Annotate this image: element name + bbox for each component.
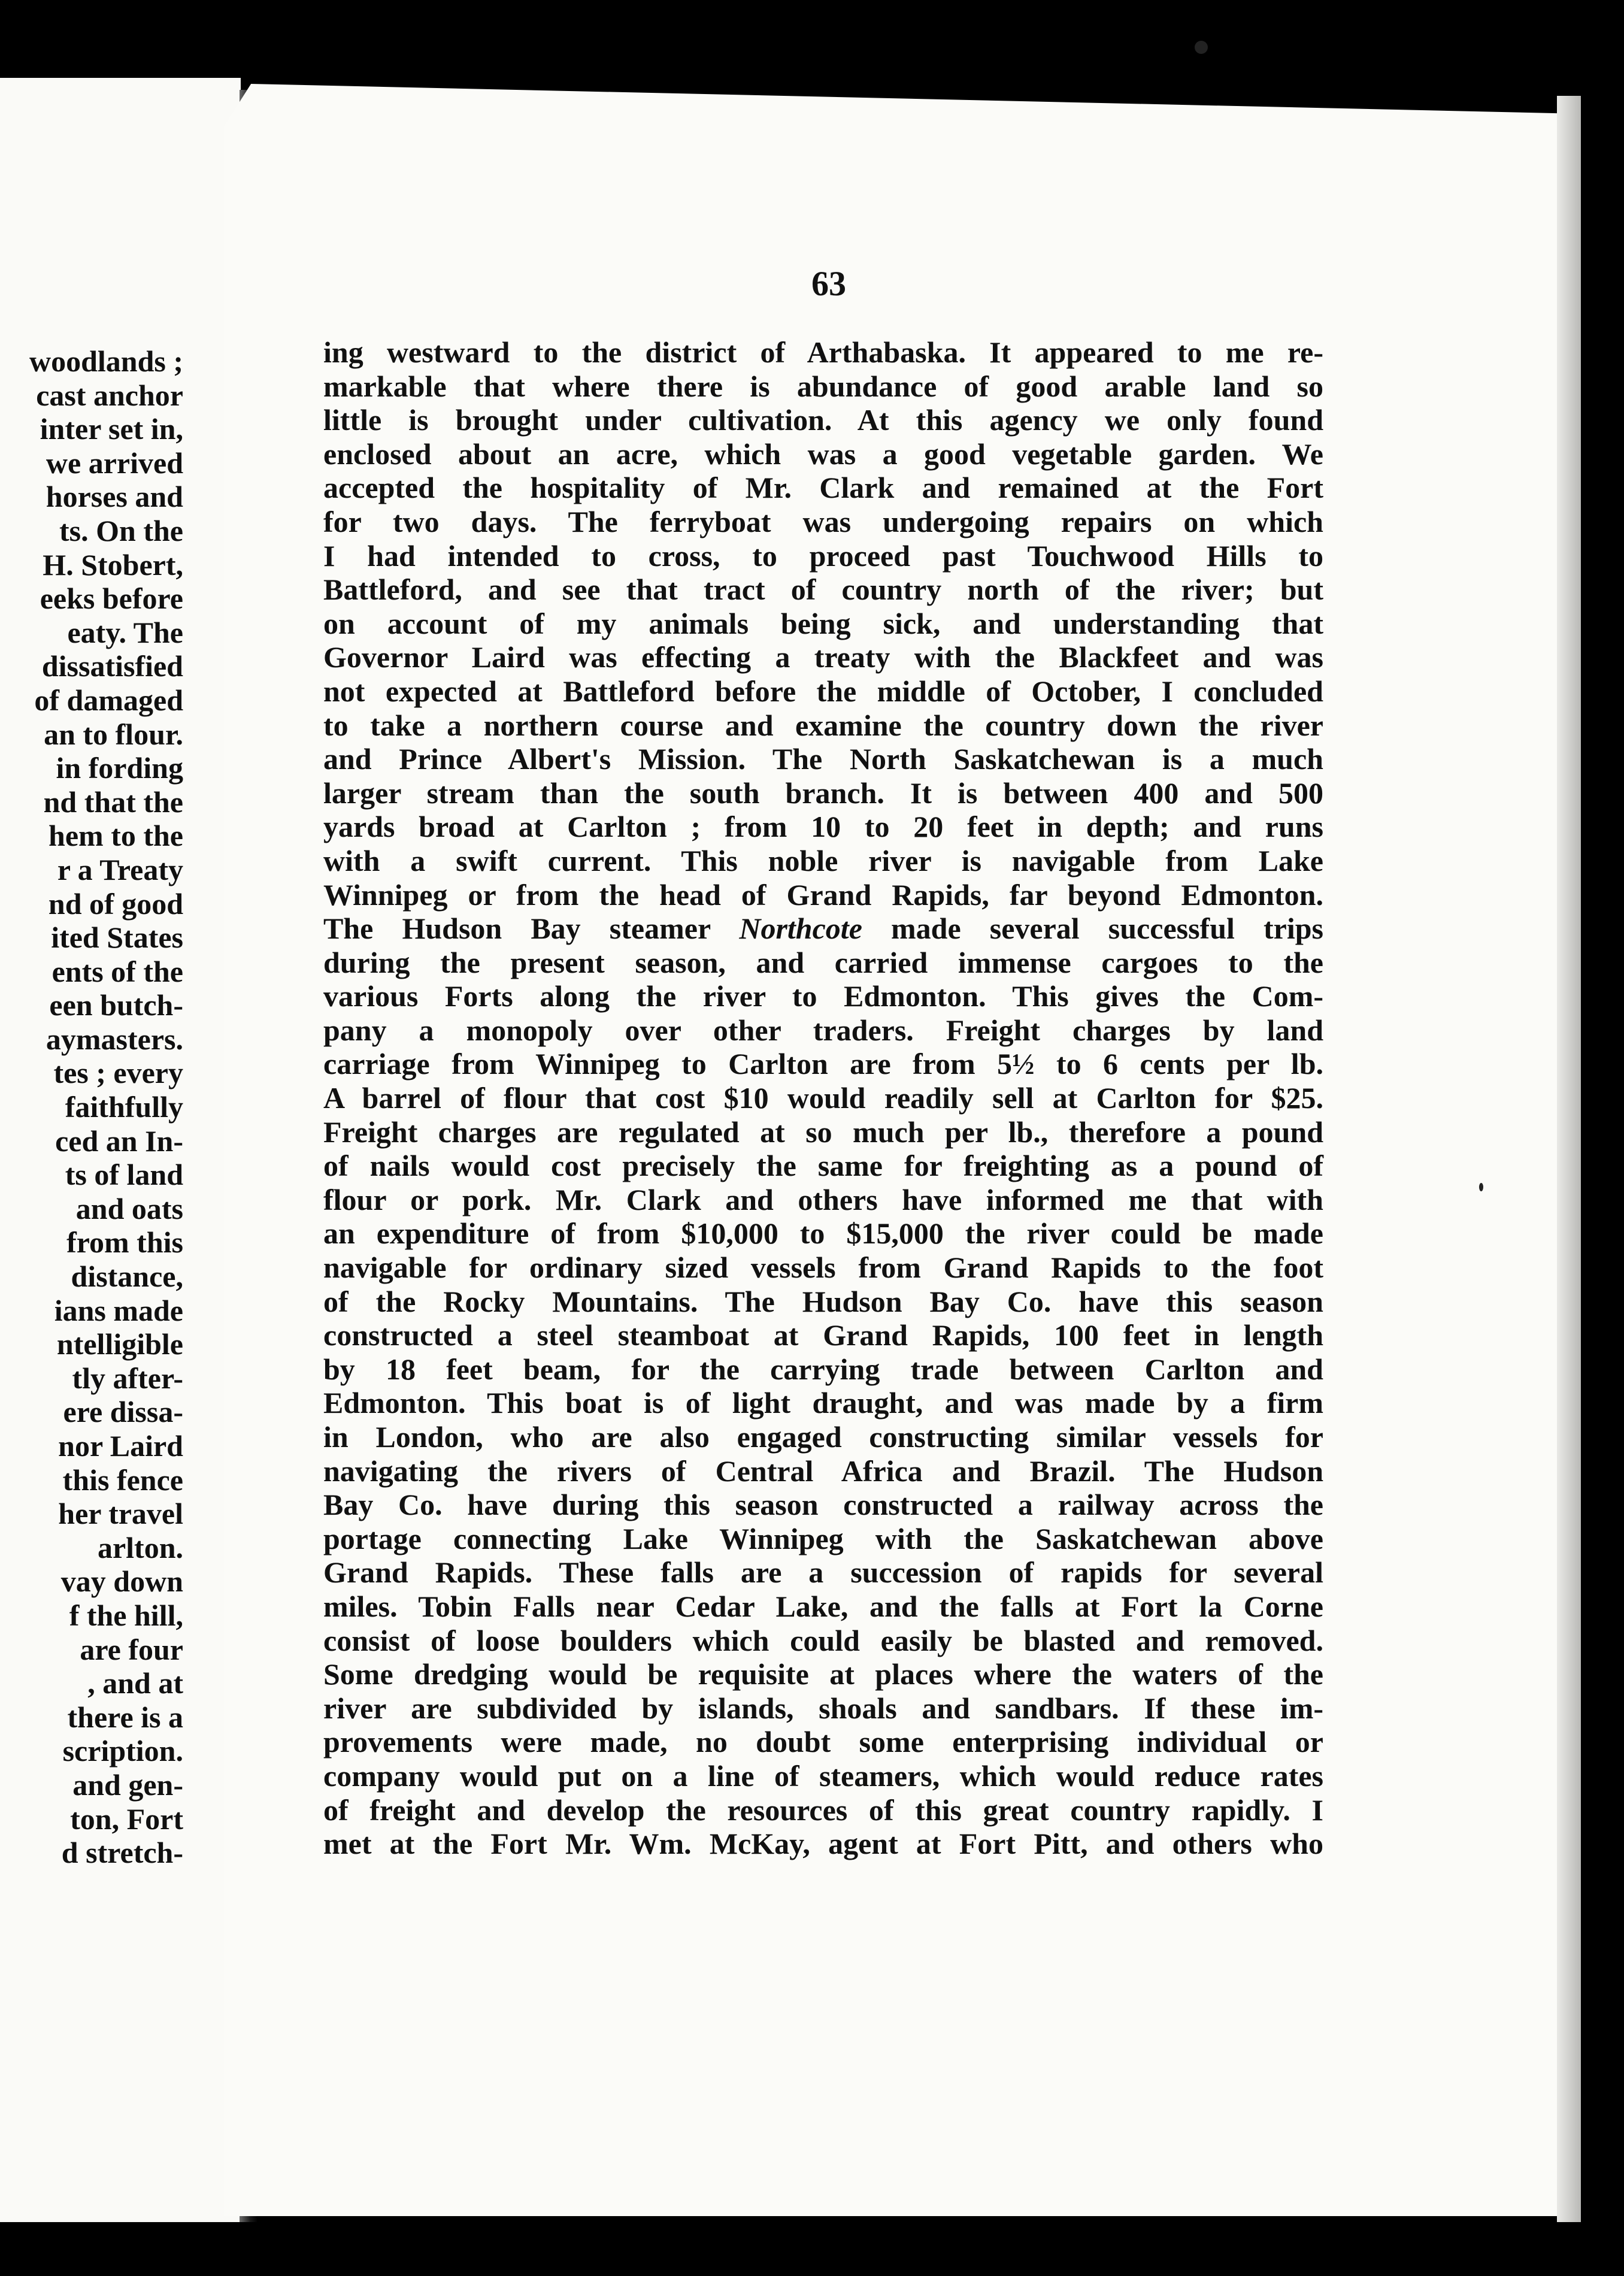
left-page-line: an to flour. <box>44 717 183 751</box>
left-page-line: inter set in, <box>40 412 183 446</box>
text-line: little is brought under cultivation. At this agency we only found <box>323 403 1323 437</box>
text-line: of the Rocky Mountains. The Hudson Bay Co. have this season <box>323 1284 1323 1318</box>
left-page-line: r a Treaty <box>57 852 183 886</box>
text-line: I had intended to cross, to proceed past Touchwood Hills to <box>323 538 1323 573</box>
text-line: of nails would cost precisely the same for freighting as a pound of <box>323 1149 1323 1183</box>
left-page-line: tes ; every <box>53 1056 183 1090</box>
text-line: by 18 feet beam, for the carrying trade between Carlton and <box>323 1352 1323 1386</box>
text-line: company would put on a line of steamers, which would reduce rates <box>323 1759 1323 1793</box>
left-page-line: H. Stobert, <box>43 547 183 582</box>
text-line: yards broad at Carlton ; from 10 to 20 feet in depth; and runs <box>323 810 1323 844</box>
text-line: navigable for ordinary sized vessels from Grand Rapids to the foot <box>323 1251 1323 1285</box>
text-line: Bay Co. have during this season constructed a railway across the <box>323 1488 1323 1522</box>
left-page-line: nor Laird <box>58 1429 183 1463</box>
left-page-line: ited States <box>51 921 183 955</box>
text-line: river are subdivided by islands, shoals and sandbars. If these im- <box>323 1691 1323 1725</box>
text-line: on account of my animals being sick, and understanding that <box>323 606 1323 640</box>
left-page-line: eaty. The <box>67 615 183 649</box>
text-line: carriage from Winnipeg to Carlton are from 5½ to 6 cents per lb. <box>323 1047 1323 1081</box>
left-page-line: nd of good <box>48 886 183 921</box>
left-page-line: of damaged <box>34 683 183 717</box>
left-page-line: distance, <box>71 1260 183 1294</box>
left-page-line: eeks before <box>40 582 183 616</box>
text-line: various Forts along the river to Edmonton. This gives the Com- <box>323 979 1323 1013</box>
left-page-line: from this <box>66 1225 183 1260</box>
left-page-line: hem to the <box>49 819 183 853</box>
scan-speck <box>1479 1183 1483 1191</box>
text-line: accepted the hospitality of Mr. Clark and remained at the Fort <box>323 471 1323 505</box>
text-line: markable that where there is abundance of good arable land so <box>323 369 1323 403</box>
left-page-line: ere dissa- <box>63 1395 183 1429</box>
left-page-line: faithfully <box>65 1090 183 1124</box>
left-page-line: and oats <box>75 1191 183 1225</box>
text-line: provements were made, no doubt some enterprising individual or <box>323 1725 1323 1759</box>
left-page-line: ts of land <box>65 1158 183 1192</box>
left-page-line: , and at <box>87 1666 183 1700</box>
left-page-line: in fording <box>56 751 183 785</box>
text-line: Edmonton. This boat is of light draught, and was made by a firm <box>323 1386 1323 1420</box>
page-edge <box>1557 96 1581 2222</box>
left-page-line: f the hill, <box>69 1598 183 1632</box>
left-page-line: we arrived <box>46 446 183 480</box>
text-line: portage connecting Lake Winnipeg with the Saskatchewan above <box>323 1521 1323 1555</box>
text-line: Freight charges are regulated at so much per lb., therefore a pound <box>323 1115 1323 1149</box>
left-page-line: d stretch- <box>61 1836 183 1870</box>
left-page-line: are four <box>80 1632 183 1666</box>
italic-ship-name: Northcote <box>739 912 862 946</box>
left-page-line: this fence <box>62 1463 183 1497</box>
left-page-line: tly after- <box>72 1361 183 1395</box>
left-page-text <box>29 344 183 1870</box>
left-page-line: her travel <box>58 1497 183 1531</box>
scan-speck <box>1195 41 1208 54</box>
text-line: miles. Tobin Falls near Cedar Lake, and the falls at Fort la Corne <box>323 1589 1323 1623</box>
left-page-line: woodlands ; <box>29 344 183 378</box>
text-line: ing westward to the district of Arthabaska. It appeared to me re- <box>323 335 1323 369</box>
text-line: constructed a steel steamboat at Grand Rapids, 100 feet in length <box>323 1318 1323 1352</box>
left-page-line: ntelligible <box>56 1327 183 1361</box>
left-page-line: ced an In- <box>55 1124 183 1158</box>
text-line: during the present season, and carried immense cargoes to the <box>323 945 1323 979</box>
left-page-line: cast anchor <box>36 378 183 412</box>
text-line: larger stream than the south branch. It is between 400 and 500 <box>323 776 1323 810</box>
left-page-line: arlton. <box>97 1530 183 1564</box>
text-line: met at the Fort Mr. Wm. McKay, agent at Fort Pitt, and others who <box>323 1827 1323 1861</box>
left-page-line: there is a <box>67 1700 183 1734</box>
left-page-line: horses and <box>46 480 183 514</box>
text-line: enclosed about an acre, which was a good vegetable garden. We <box>323 437 1323 471</box>
text-line: with a swift current. This noble river is navigable from Lake <box>323 843 1323 877</box>
text-line: flour or pork. Mr. Clark and others have informed me that with <box>323 1182 1323 1216</box>
text-line: Grand Rapids. These falls are a succession of rapids for several <box>323 1555 1323 1590</box>
left-page-line: nd that the <box>43 785 183 819</box>
text-line: Governor Laird was effecting a treaty with the Blackfeet and was <box>323 640 1323 674</box>
main-body-text <box>323 335 1323 1861</box>
left-page-line: vay down <box>60 1564 183 1599</box>
text-line: and Prince Albert's Mission. The North Saskatchewan is a much <box>323 742 1323 776</box>
left-page-line: een butch- <box>49 988 183 1022</box>
text-line: Winnipeg or from the head of Grand Rapids, far beyond Edmonton. <box>323 877 1323 912</box>
left-page-line: ton, Fort <box>70 1802 183 1836</box>
text-line: for two days. The ferryboat was undergoing repairs on which <box>323 504 1323 538</box>
text-line: pany a monopoly over other traders. Freight charges by land <box>323 1013 1323 1047</box>
text-line: of freight and develop the resources of this great country rapidly. I <box>323 1793 1323 1827</box>
left-page-line: aymasters. <box>46 1022 183 1056</box>
page-number: 63 <box>811 264 846 303</box>
text-line: to take a northern course and examine the country down the river <box>323 708 1323 742</box>
text-line: Battleford, and see that tract of country north of the river; but <box>323 573 1323 607</box>
text-line: an expenditure of from $10,000 to $15,000 the river could be made <box>323 1216 1323 1251</box>
text-line: The Hudson Bay steamer Northcote made several successful trips <box>323 912 1324 946</box>
text-line: A barrel of flour that cost $10 would readily sell at Carlton for $25. <box>323 1081 1323 1115</box>
text-line: in London, who are also engaged constructing similar vessels for <box>323 1420 1323 1454</box>
left-page-line: dissatisfied <box>41 649 183 683</box>
text-line: navigating the rivers of Central Africa and Brazil. The Hudson <box>323 1454 1323 1488</box>
text-line: not expected at Battleford before the middle of October, I concluded <box>323 674 1323 708</box>
left-page-line: ians made <box>54 1293 183 1327</box>
left-page-fragment <box>0 78 241 2222</box>
left-page-line: ts. On the <box>59 513 183 547</box>
left-page-line: scription. <box>62 1734 183 1768</box>
left-page-line: ents of the <box>51 954 183 988</box>
text-line: Some dredging would be requisite at places where the waters of the <box>323 1657 1323 1691</box>
left-page-line: and gen- <box>72 1767 183 1802</box>
text-line: consist of loose boulders which could easily be blasted and removed. <box>323 1623 1323 1657</box>
